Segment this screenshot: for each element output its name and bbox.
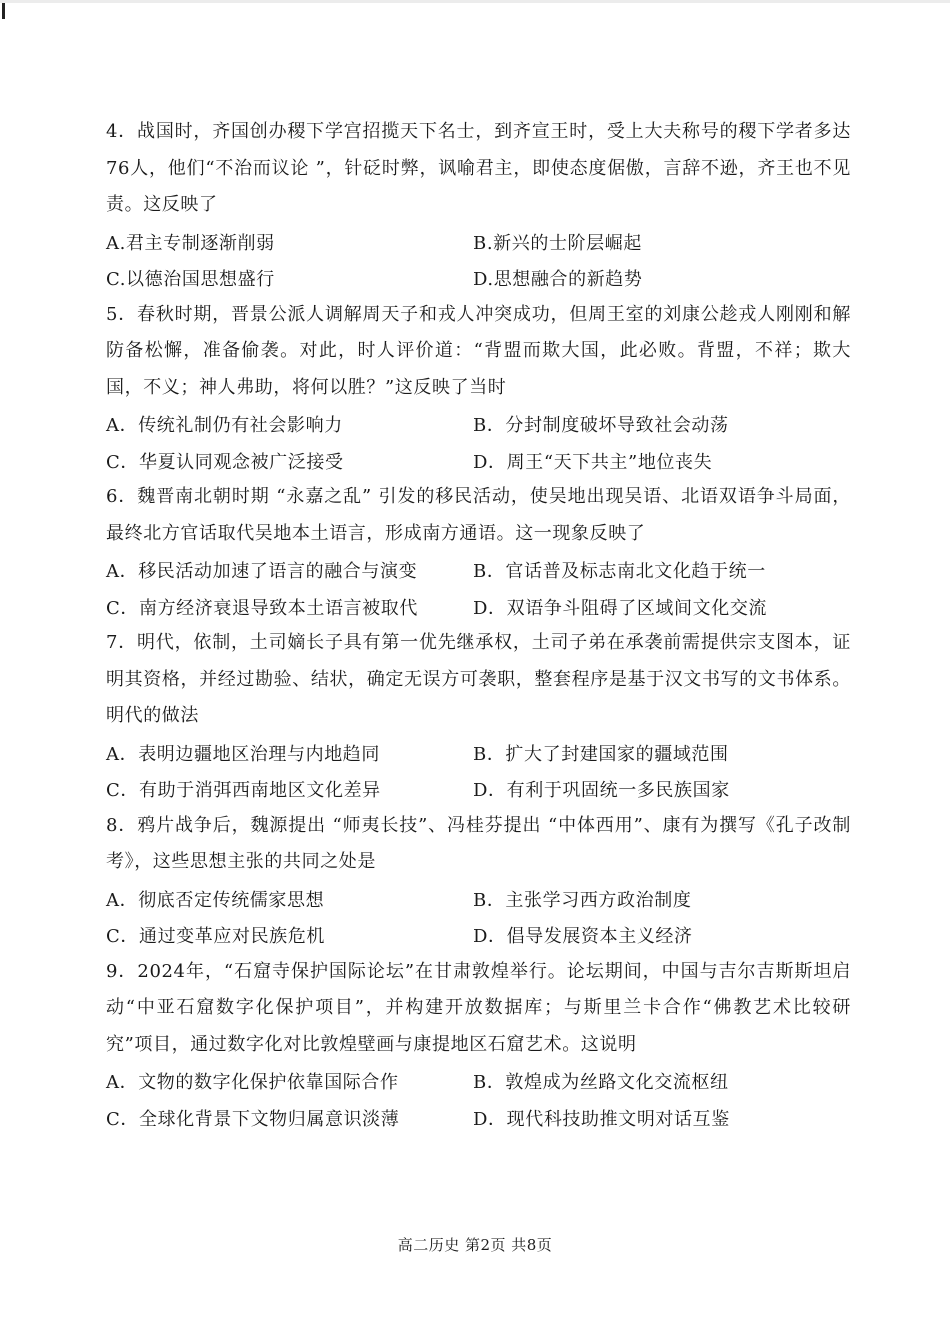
option-a: A．彻底否定传统儒家思想 [106,889,325,911]
option-a: A.君主专制逐渐削弱 [106,232,275,254]
question-stem: 6．魏晋南北朝时期 “永嘉之乱” 引发的移民活动，使吴地出现吴语、北语双语争斗局面，最终北方官话取代吴地本土语言，形成南方通语。这一现象反映了 [106,486,851,544]
option-d: D．双语争斗阻碍了区域间文化交流 [473,597,768,619]
option-list [106,552,851,625]
option-list [106,735,851,808]
option-d: D．有利于巩固统一多民族国家 [473,780,730,802]
option-row [106,1100,851,1137]
option-row [106,443,851,480]
option-c: C．有助于消弭西南地区文化差异 [106,780,381,802]
option-b: B．主张学习西方政治制度 [473,889,692,911]
option-d: D．周王“天下共主”地位丧失 [473,451,713,473]
option-a: A．传统礼制仍有社会影响力 [106,415,343,437]
option-a: A．移民活动加速了语言的融合与演变 [106,561,418,583]
option-d: D．现代科技助推文明对话互鉴 [473,1108,730,1130]
question-7 [106,625,851,808]
option-b: B．官话普及标志南北文化趋于统一 [473,561,766,583]
option-row [106,406,851,443]
option-a: A．表明边疆地区治理与内地趋同 [106,743,380,765]
option-list [106,406,851,479]
page-footer: 高二历史 第2页 共8页 [397,1236,553,1254]
option-c: C．南方经济衰退导致本土语言被取代 [106,597,418,619]
option-row [106,552,851,589]
question-stem: 9．2024年，“石窟寺保护国际论坛”在甘肃敦煌举行。论坛期间，中国与吉尔吉斯斯坦启动“中亚石窟数字化保护项目”，并构建开放数据库；与斯里兰卡合作“佛教艺术比较研究”项目，通过数字化对比敦煌壁画与康提地区石窟艺术。这说明 [106,960,851,1055]
question-stem: 5．春秋时期，晋景公派人调解周天子和戎人冲突成功，但周王室的刘康公趁戎人刚刚和解防备松懈，准备偷袭。对此，时人评价道：“背盟而欺大国，此必败。背盟，不祥；欺大国，不义；神人弗助，将何以胜？”这反映了当时 [106,303,851,398]
scan-corner-mark [2,3,5,19]
question-stem: 4．战国时，齐国创办稷下学宫招揽天下名士，到齐宣王时，受上大夫称号的稷下学者多达76人，他们“不治而议论 ”，针砭时弊，讽喻君主，即使态度倨傲，言辞不逊，齐王也不见责。这反映了 [106,121,851,215]
question-6 [106,479,851,625]
option-row [106,771,851,808]
option-d: D.思想融合的新趋势 [473,269,643,291]
option-row [106,917,851,954]
option-row [106,224,851,261]
option-list [106,881,851,954]
option-row [106,881,851,918]
option-row [106,735,851,772]
option-c: C．全球化背景下文物归属意识淡薄 [106,1108,400,1130]
question-stem: 7．明代，依制，土司嫡长子具有第一优先继承权，土司子弟在承袭前需提供宗支图本，证明其资格，并经过勘验、结状，确定无误方可袭职，整套程序是基于汉文书写的文书体系。明代的做法 [106,632,851,726]
option-c: C．通过变革应对民族危机 [106,926,325,948]
option-row [106,589,851,626]
scan-edge [0,0,950,3]
option-c: C．华夏认同观念被广泛接受 [106,451,344,473]
option-b: B．分封制度破坏导致社会动荡 [473,415,729,437]
option-b: B．敦煌成为丝路文化交流枢纽 [473,1072,729,1094]
option-row [106,260,851,297]
question-sheet [106,114,851,1136]
option-a: A．文物的数字化保护依靠国际合作 [106,1072,399,1094]
option-row [106,1063,851,1100]
question-stem: 8．鸦片战争后，魏源提出 “师夷长技”、冯桂芬提出 “中体西用”、康有为撰写《孔子改制考》，这些思想主张的共同之处是 [106,814,851,872]
question-9 [106,954,851,1137]
question-8 [106,808,851,954]
option-b: B．扩大了封建国家的疆域范围 [473,743,729,765]
option-d: D．倡导发展资本主义经济 [473,926,693,948]
option-b: B.新兴的士阶层崛起 [473,232,642,254]
option-list [106,1063,851,1136]
question-4 [106,114,851,297]
option-c: C.以德治国思想盛行 [106,269,275,291]
question-5 [106,297,851,480]
option-list [106,224,851,297]
